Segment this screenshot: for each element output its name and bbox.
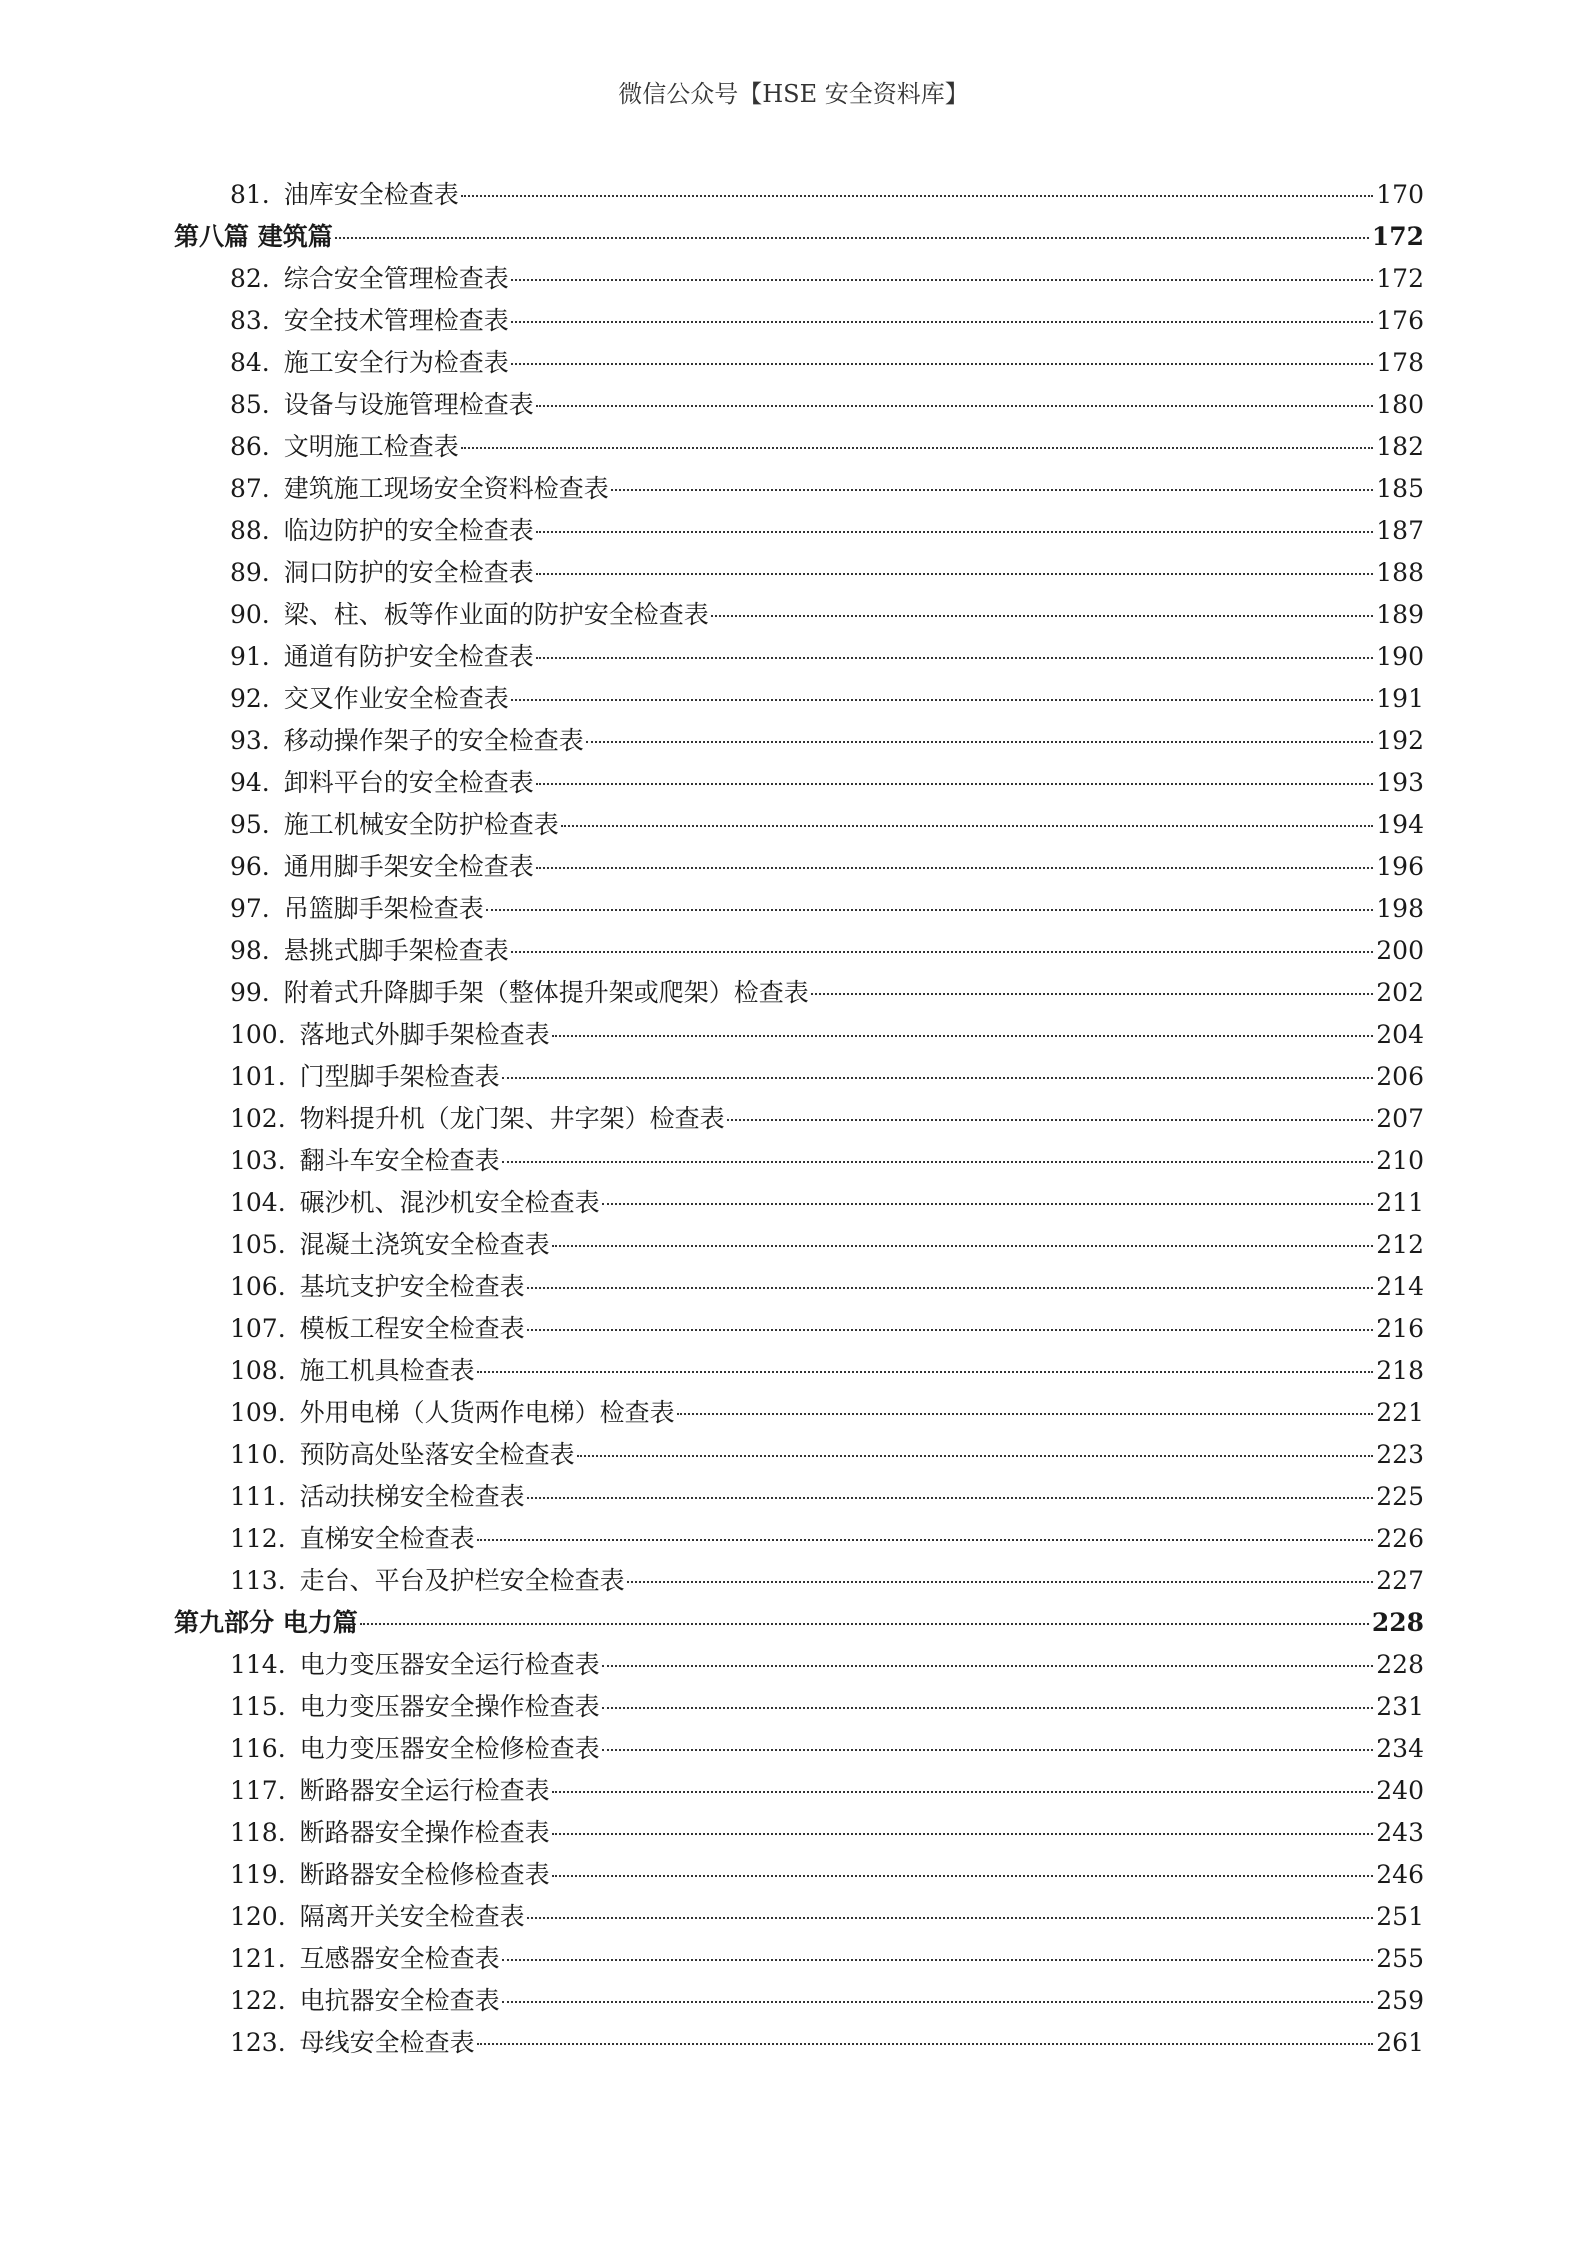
toc-page-number: 214 <box>1376 1272 1424 1301</box>
toc-entry-number: 113. <box>230 1566 286 1595</box>
toc-entry-title: 第八篇 建筑篇 <box>174 222 333 251</box>
dot-leader <box>611 489 1374 491</box>
toc-page-number: 182 <box>1376 432 1424 461</box>
toc-page-number: 202 <box>1376 978 1424 1007</box>
toc-entry[interactable] <box>174 1308 1424 1350</box>
dot-leader <box>552 1245 1374 1247</box>
toc-entry-title: 通道有防护安全检查表 <box>283 642 534 671</box>
toc-entry[interactable] <box>174 1434 1424 1476</box>
dot-leader <box>536 405 1374 407</box>
toc-page-number: 259 <box>1376 1986 1424 2015</box>
toc-entry[interactable] <box>174 1014 1424 1056</box>
toc-entry-number: 114. <box>230 1650 286 1679</box>
toc-entry[interactable] <box>174 888 1424 930</box>
toc-entry-number: 118. <box>230 1818 286 1847</box>
toc-entry-title: 外用电梯（人货两作电梯）检查表 <box>299 1398 675 1427</box>
toc-entry-number: 115. <box>230 1692 286 1721</box>
toc-entry-number: 94. <box>230 768 270 797</box>
toc-entry[interactable] <box>174 678 1424 720</box>
dot-leader <box>552 1833 1374 1835</box>
toc-entry-title: 电力变压器安全运行检查表 <box>299 1650 600 1679</box>
toc-entry-number: 111. <box>230 1482 286 1511</box>
toc-entry-number: 90. <box>230 600 270 629</box>
table-of-contents <box>174 174 1424 2064</box>
toc-page-number: 225 <box>1376 1482 1424 1511</box>
toc-entry[interactable] <box>174 552 1424 594</box>
toc-entry-number: 123. <box>230 2028 286 2057</box>
toc-page-number: 204 <box>1376 1020 1424 1049</box>
toc-entry[interactable] <box>174 1182 1424 1224</box>
toc-entry[interactable] <box>174 1056 1424 1098</box>
toc-entry-title: 卸料平台的安全检查表 <box>283 768 534 797</box>
toc-page-number: 194 <box>1376 810 1424 839</box>
toc-entry-title: 断路器安全操作检查表 <box>299 1818 550 1847</box>
toc-entry-number: 93. <box>230 726 270 755</box>
page-header: 微信公众号【HSE 安全资料库】 <box>618 80 969 108</box>
dot-leader <box>502 1077 1374 1079</box>
dot-leader <box>461 447 1374 449</box>
toc-page-number: 251 <box>1376 1902 1424 1931</box>
toc-entry-title: 梁、柱、板等作业面的防护安全检查表 <box>283 600 709 629</box>
toc-entry[interactable] <box>174 342 1424 384</box>
dot-leader <box>552 1791 1374 1793</box>
toc-entry[interactable] <box>174 1686 1424 1728</box>
toc-entry-title: 隔离开关安全检查表 <box>299 1902 525 1931</box>
toc-entry[interactable] <box>174 1644 1424 1686</box>
toc-entry[interactable] <box>174 972 1424 1014</box>
dot-leader <box>602 1203 1374 1205</box>
dot-leader <box>527 1917 1374 1919</box>
toc-entry[interactable] <box>174 636 1424 678</box>
toc-page-number: 228 <box>1371 1608 1424 1637</box>
dot-leader <box>511 951 1374 953</box>
dot-leader <box>360 1623 1369 1625</box>
toc-page-number: 178 <box>1376 348 1424 377</box>
toc-entry-title: 安全技术管理检查表 <box>283 306 509 335</box>
dot-leader <box>536 783 1374 785</box>
toc-entry[interactable] <box>174 1224 1424 1266</box>
toc-page-number: 198 <box>1376 894 1424 923</box>
toc-entry[interactable] <box>174 510 1424 552</box>
toc-entry-title: 互感器安全检查表 <box>299 1944 500 1973</box>
toc-entry[interactable] <box>174 1812 1424 1854</box>
toc-entry-title: 设备与设施管理检查表 <box>283 390 534 419</box>
toc-entry-number: 119. <box>230 1860 286 1889</box>
toc-section-heading[interactable] <box>174 216 1424 258</box>
toc-entry-title: 通用脚手架安全检查表 <box>283 852 534 881</box>
toc-entry-title: 附着式升降脚手架（整体提升架或爬架）检查表 <box>283 978 809 1007</box>
toc-entry-number: 104. <box>230 1188 286 1217</box>
toc-entry-title: 翻斗车安全检查表 <box>299 1146 500 1175</box>
dot-leader <box>602 1749 1374 1751</box>
toc-page-number: 196 <box>1376 852 1424 881</box>
toc-entry[interactable] <box>174 1938 1424 1980</box>
toc-entry-title: 电力变压器安全操作检查表 <box>299 1692 600 1721</box>
toc-entry-title: 洞口防护的安全检查表 <box>283 558 534 587</box>
toc-entry[interactable] <box>174 1392 1424 1434</box>
dot-leader <box>527 1287 1374 1289</box>
toc-page-number: 170 <box>1376 180 1424 209</box>
toc-entry-number: 96. <box>230 852 270 881</box>
toc-entry-title: 断路器安全检修检查表 <box>299 1860 550 1889</box>
toc-entry[interactable] <box>174 846 1424 888</box>
toc-entry[interactable] <box>174 1980 1424 2022</box>
toc-entry-number: 101. <box>230 1062 286 1091</box>
dot-leader <box>536 531 1374 533</box>
toc-entry-number: 84. <box>230 348 270 377</box>
dot-leader <box>552 1875 1374 1877</box>
toc-entry-number: 92. <box>230 684 270 713</box>
dot-leader <box>502 1161 1374 1163</box>
toc-entry-number: 120. <box>230 1902 286 1931</box>
toc-page-number: 172 <box>1376 264 1424 293</box>
toc-entry-number: 122. <box>230 1986 286 2015</box>
toc-entry[interactable] <box>174 468 1424 510</box>
toc-page-number: 187 <box>1376 516 1424 545</box>
dot-leader <box>477 2043 1374 2045</box>
toc-entry-title: 交叉作业安全检查表 <box>283 684 509 713</box>
toc-entry-number: 97. <box>230 894 270 923</box>
toc-entry-title: 综合安全管理检查表 <box>283 264 509 293</box>
toc-entry-number: 86. <box>230 432 270 461</box>
toc-entry-title: 模板工程安全检查表 <box>299 1314 525 1343</box>
toc-entry[interactable] <box>174 258 1424 300</box>
toc-entry-number: 98. <box>230 936 270 965</box>
toc-entry-title: 直梯安全检查表 <box>299 1524 475 1553</box>
dot-leader <box>552 1035 1374 1037</box>
toc-entry[interactable] <box>174 930 1424 972</box>
toc-entry-number: 112. <box>230 1524 286 1553</box>
toc-entry-number: 89. <box>230 558 270 587</box>
dot-leader <box>711 615 1374 617</box>
toc-entry-title: 母线安全检查表 <box>299 2028 475 2057</box>
toc-page-number: 223 <box>1376 1440 1424 1469</box>
toc-page-number: 231 <box>1376 1692 1424 1721</box>
dot-leader <box>486 909 1374 911</box>
toc-page-number: 176 <box>1376 306 1424 335</box>
toc-page-number: 226 <box>1376 1524 1424 1553</box>
toc-entry-number: 83. <box>230 306 270 335</box>
dot-leader <box>527 1497 1374 1499</box>
toc-page-number: 212 <box>1376 1230 1424 1259</box>
toc-page-number: 228 <box>1376 1650 1424 1679</box>
toc-entry-title: 基坑支护安全检查表 <box>299 1272 525 1301</box>
toc-entry-title: 施工安全行为检查表 <box>283 348 509 377</box>
toc-entry-number: 106. <box>230 1272 286 1301</box>
toc-entry-number: 85. <box>230 390 270 419</box>
dot-leader <box>536 573 1374 575</box>
dot-leader <box>511 699 1374 701</box>
dot-leader <box>586 741 1374 743</box>
toc-page-number: 255 <box>1376 1944 1424 1973</box>
dot-leader <box>536 657 1374 659</box>
toc-entry-title: 吊篮脚手架检查表 <box>283 894 484 923</box>
toc-page-number: 188 <box>1376 558 1424 587</box>
dot-leader <box>727 1119 1374 1121</box>
toc-page-number: 218 <box>1376 1356 1424 1385</box>
toc-entry-title: 油库安全检查表 <box>283 180 459 209</box>
toc-entry-number: 91. <box>230 642 270 671</box>
toc-entry-number: 100. <box>230 1020 286 1049</box>
toc-entry[interactable] <box>174 1098 1424 1140</box>
toc-page-number: 193 <box>1376 768 1424 797</box>
toc-entry-title: 第九部分 电力篇 <box>174 1608 358 1637</box>
dot-leader <box>627 1581 1374 1583</box>
toc-entry[interactable] <box>174 594 1424 636</box>
toc-entry-title: 落地式外脚手架检查表 <box>299 1020 550 1049</box>
dot-leader <box>602 1665 1374 1667</box>
toc-entry-title: 文明施工检查表 <box>283 432 459 461</box>
dot-leader <box>502 2001 1374 2003</box>
toc-entry-number: 102. <box>230 1104 286 1133</box>
dot-leader <box>511 279 1374 281</box>
toc-entry-title: 建筑施工现场安全资料检查表 <box>283 474 609 503</box>
dot-leader <box>511 363 1374 365</box>
toc-page-number: 210 <box>1376 1146 1424 1175</box>
dot-leader <box>561 825 1374 827</box>
toc-entry-title: 混凝土浇筑安全检查表 <box>299 1230 550 1259</box>
toc-entry[interactable] <box>174 1476 1424 1518</box>
toc-section-heading[interactable] <box>174 1602 1424 1644</box>
toc-entry[interactable] <box>174 1728 1424 1770</box>
toc-page-number: 190 <box>1376 642 1424 671</box>
toc-entry[interactable] <box>174 300 1424 342</box>
toc-entry[interactable] <box>174 384 1424 426</box>
toc-page-number: 185 <box>1376 474 1424 503</box>
toc-page-number: 234 <box>1376 1734 1424 1763</box>
toc-entry-title: 临边防护的安全检查表 <box>283 516 534 545</box>
dot-leader <box>477 1371 1374 1373</box>
toc-entry[interactable] <box>174 1896 1424 1938</box>
toc-page-number: 200 <box>1376 936 1424 965</box>
toc-entry-number: 95. <box>230 810 270 839</box>
toc-page-number: 207 <box>1376 1104 1424 1133</box>
toc-entry[interactable] <box>174 804 1424 846</box>
toc-entry-number: 82. <box>230 264 270 293</box>
toc-page-number: 192 <box>1376 726 1424 755</box>
toc-entry[interactable] <box>174 1770 1424 1812</box>
toc-entry-title: 走台、平台及护栏安全检查表 <box>299 1566 625 1595</box>
toc-page-number: 211 <box>1376 1188 1424 1217</box>
toc-entry-title: 电抗器安全检查表 <box>299 1986 500 2015</box>
toc-entry[interactable] <box>174 174 1424 216</box>
toc-entry[interactable] <box>174 720 1424 762</box>
toc-page-number: 246 <box>1376 1860 1424 1889</box>
toc-entry-number: 99. <box>230 978 270 1007</box>
dot-leader <box>602 1707 1374 1709</box>
toc-entry[interactable] <box>174 1350 1424 1392</box>
toc-entry-title: 电力变压器安全检修检查表 <box>299 1734 600 1763</box>
toc-entry[interactable] <box>174 1560 1424 1602</box>
toc-entry-title: 施工机具检查表 <box>299 1356 475 1385</box>
toc-entry-number: 116. <box>230 1734 286 1763</box>
toc-entry[interactable] <box>174 2022 1424 2064</box>
toc-entry[interactable] <box>174 1518 1424 1560</box>
dot-leader <box>502 1959 1374 1961</box>
toc-entry-title: 物料提升机（龙门架、井字架）检查表 <box>299 1104 725 1133</box>
toc-page-number: 261 <box>1376 2028 1424 2057</box>
toc-entry-number: 103. <box>230 1146 286 1175</box>
dot-leader <box>461 195 1374 197</box>
toc-page-number: 191 <box>1376 684 1424 713</box>
toc-entry-number: 117. <box>230 1776 286 1805</box>
toc-entry[interactable] <box>174 1266 1424 1308</box>
toc-page-number: 243 <box>1376 1818 1424 1847</box>
dot-leader <box>811 993 1374 995</box>
toc-entry-title: 碾沙机、混沙机安全检查表 <box>299 1188 600 1217</box>
toc-entry-title: 断路器安全运行检查表 <box>299 1776 550 1805</box>
toc-entry-title: 预防高处坠落安全检查表 <box>299 1440 575 1469</box>
toc-entry-number: 121. <box>230 1944 286 1973</box>
toc-page-number: 240 <box>1376 1776 1424 1805</box>
toc-entry-number: 88. <box>230 516 270 545</box>
dot-leader <box>536 867 1374 869</box>
toc-entry-number: 87. <box>230 474 270 503</box>
toc-entry-title: 施工机械安全防护检查表 <box>283 810 559 839</box>
toc-entry-title: 活动扶梯安全检查表 <box>299 1482 525 1511</box>
dot-leader <box>335 237 1369 239</box>
toc-entry-number: 107. <box>230 1314 286 1343</box>
toc-page-number: 189 <box>1376 600 1424 629</box>
toc-entry[interactable] <box>174 1854 1424 1896</box>
toc-entry-number: 110. <box>230 1440 286 1469</box>
toc-entry-number: 105. <box>230 1230 286 1259</box>
toc-page-number: 216 <box>1376 1314 1424 1343</box>
toc-entry[interactable] <box>174 426 1424 468</box>
toc-page-number: 180 <box>1376 390 1424 419</box>
toc-entry-number: 108. <box>230 1356 286 1385</box>
toc-page-number: 221 <box>1376 1398 1424 1427</box>
dot-leader <box>577 1455 1374 1457</box>
toc-page-number: 172 <box>1371 222 1424 251</box>
dot-leader <box>511 321 1374 323</box>
dot-leader <box>527 1329 1374 1331</box>
toc-entry-number: 109. <box>230 1398 286 1427</box>
toc-page-number: 206 <box>1376 1062 1424 1091</box>
toc-page-number: 227 <box>1376 1566 1424 1595</box>
toc-entry-title: 悬挑式脚手架检查表 <box>283 936 509 965</box>
toc-entry[interactable] <box>174 762 1424 804</box>
dot-leader <box>677 1413 1374 1415</box>
toc-entry-title: 门型脚手架检查表 <box>299 1062 500 1091</box>
toc-entry[interactable] <box>174 1140 1424 1182</box>
dot-leader <box>477 1539 1374 1541</box>
toc-entry-title: 移动操作架子的安全检查表 <box>283 726 584 755</box>
toc-entry-number: 81. <box>230 180 270 209</box>
